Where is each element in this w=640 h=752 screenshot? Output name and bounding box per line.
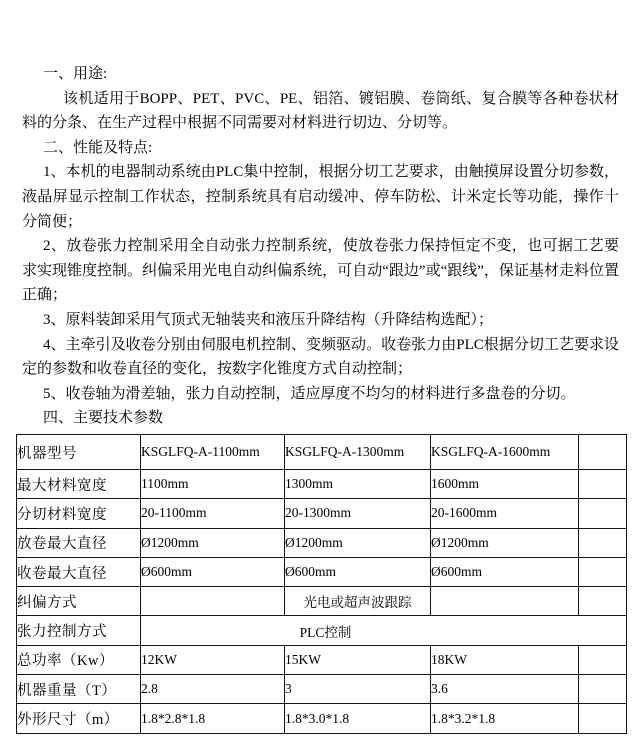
param-value: Ø600mm	[431, 557, 579, 586]
param-value: Ø1200mm	[431, 528, 579, 557]
param-value: Ø1200mm	[141, 528, 285, 557]
param-value: Ø1200mm	[285, 528, 431, 557]
param-value-empty	[579, 470, 627, 499]
feature-item-3: 3、原料装卸采用气顶式无轴装夹和液压升降结构（升降结构选配）；	[43, 311, 494, 328]
section-heading-specs: 四、主要技术参数	[43, 410, 164, 427]
param-label: 收卷最大直径	[17, 557, 141, 586]
table-row-correction	[17, 587, 627, 616]
param-value: Ø600mm	[285, 557, 431, 586]
param-value: 3.6	[431, 675, 579, 704]
param-value-empty	[579, 645, 627, 674]
param-value: 12KW	[141, 645, 285, 674]
param-value: Ø600mm	[141, 557, 285, 586]
param-label: 张力控制方式	[17, 616, 141, 645]
table-row-unwind-dia	[17, 528, 627, 557]
table-row-weight	[17, 675, 627, 704]
param-value-merged: PLC控制	[141, 616, 627, 645]
param-label: 纠偏方式	[17, 587, 141, 616]
param-value: KSGLFQ-A-1300mm	[285, 435, 431, 470]
param-value: 2.8	[141, 675, 285, 704]
feature-item-2: 2、放卷张力控制采用全自动张力控制系统，使放卷张力保持恒定不变，也可据工艺要求实现锥度控制。纠偏采用光电自动纠偏系统，可自动“跟边”或“跟线”，保证基材走料位置正确；	[22, 238, 619, 304]
param-value: 3	[285, 675, 431, 704]
feature-item-4: 4、主牵引及收卷分别由伺服电机控制、变频驱动。收卷张力由PLC根据分切工艺要求设定的参数和收卷直径的变化，按数字化锥度方式自动控制；	[22, 336, 619, 378]
param-value: 18KW	[431, 645, 579, 674]
paragraph-purpose: 该机适用于BOPP、PET、PVC、PE、铝箔、镀铝膜、卷筒纸、复合膜等各种卷状材料的分条、在生产过程中根据不同需要对材料进行切边、分切等。	[22, 90, 619, 132]
table-row-tension-control	[17, 616, 627, 645]
param-value: 1600mm	[431, 470, 579, 499]
param-value-empty	[579, 675, 627, 704]
param-value-empty	[579, 499, 627, 528]
param-label: 总功率（Kw）	[17, 645, 141, 674]
param-label: 放卷最大直径	[17, 528, 141, 557]
param-label: 分切材料宽度	[17, 499, 141, 528]
param-value: 1.8*2.8*1.8	[141, 704, 285, 733]
feature-item-1: 1、本机的电器制动系统由PLC集中控制，根据分切工艺要求，由触摸屏设置分切参数，液晶屏显示控制工作状态，控制系统具有启动缓冲、停车防松、计米定长等功能，操作十分简便；	[22, 164, 619, 230]
param-value: 光电或超声波跟踪	[285, 587, 431, 616]
param-value-empty	[579, 587, 627, 616]
param-value: 1.8*3.2*1.8	[431, 704, 579, 733]
param-label: 机器型号	[17, 435, 141, 470]
table-row-power	[17, 645, 627, 674]
table-row-rewind-dia	[17, 557, 627, 586]
param-value: 15KW	[285, 645, 431, 674]
param-value	[431, 587, 579, 616]
table-row-model	[17, 435, 627, 470]
param-value: KSGLFQ-A-1600mm	[431, 435, 579, 470]
param-value-empty	[579, 528, 627, 557]
document-body	[22, 62, 619, 431]
param-value: 20-1300mm	[285, 499, 431, 528]
table-row-slit-width	[17, 499, 627, 528]
param-value-empty	[579, 704, 627, 733]
param-label: 最大材料宽度	[17, 470, 141, 499]
param-label: 机器重量（T）	[17, 675, 141, 704]
param-value-empty	[579, 435, 627, 470]
param-value: 1100mm	[141, 470, 285, 499]
feature-item-5: 5、收卷轴为滑差轴，张力自动控制，适应厚度不均匀的材料进行多盘卷的分切。	[43, 385, 576, 402]
param-value: KSGLFQ-A-1100mm	[141, 435, 285, 470]
param-value	[141, 587, 285, 616]
section-heading-features: 二、性能及特点:	[43, 139, 153, 156]
param-value-empty	[579, 557, 627, 586]
param-label: 外形尺寸（m）	[17, 704, 141, 733]
param-value: 20-1600mm	[431, 499, 579, 528]
param-value: 1.8*3.0*1.8	[285, 704, 431, 733]
table-row-max-width	[17, 470, 627, 499]
param-value: 20-1100mm	[141, 499, 285, 528]
table-row-dimensions	[17, 704, 627, 733]
section-heading-purpose: 一、用途:	[43, 66, 108, 82]
param-value: 1300mm	[285, 470, 431, 499]
spec-table	[16, 434, 627, 734]
